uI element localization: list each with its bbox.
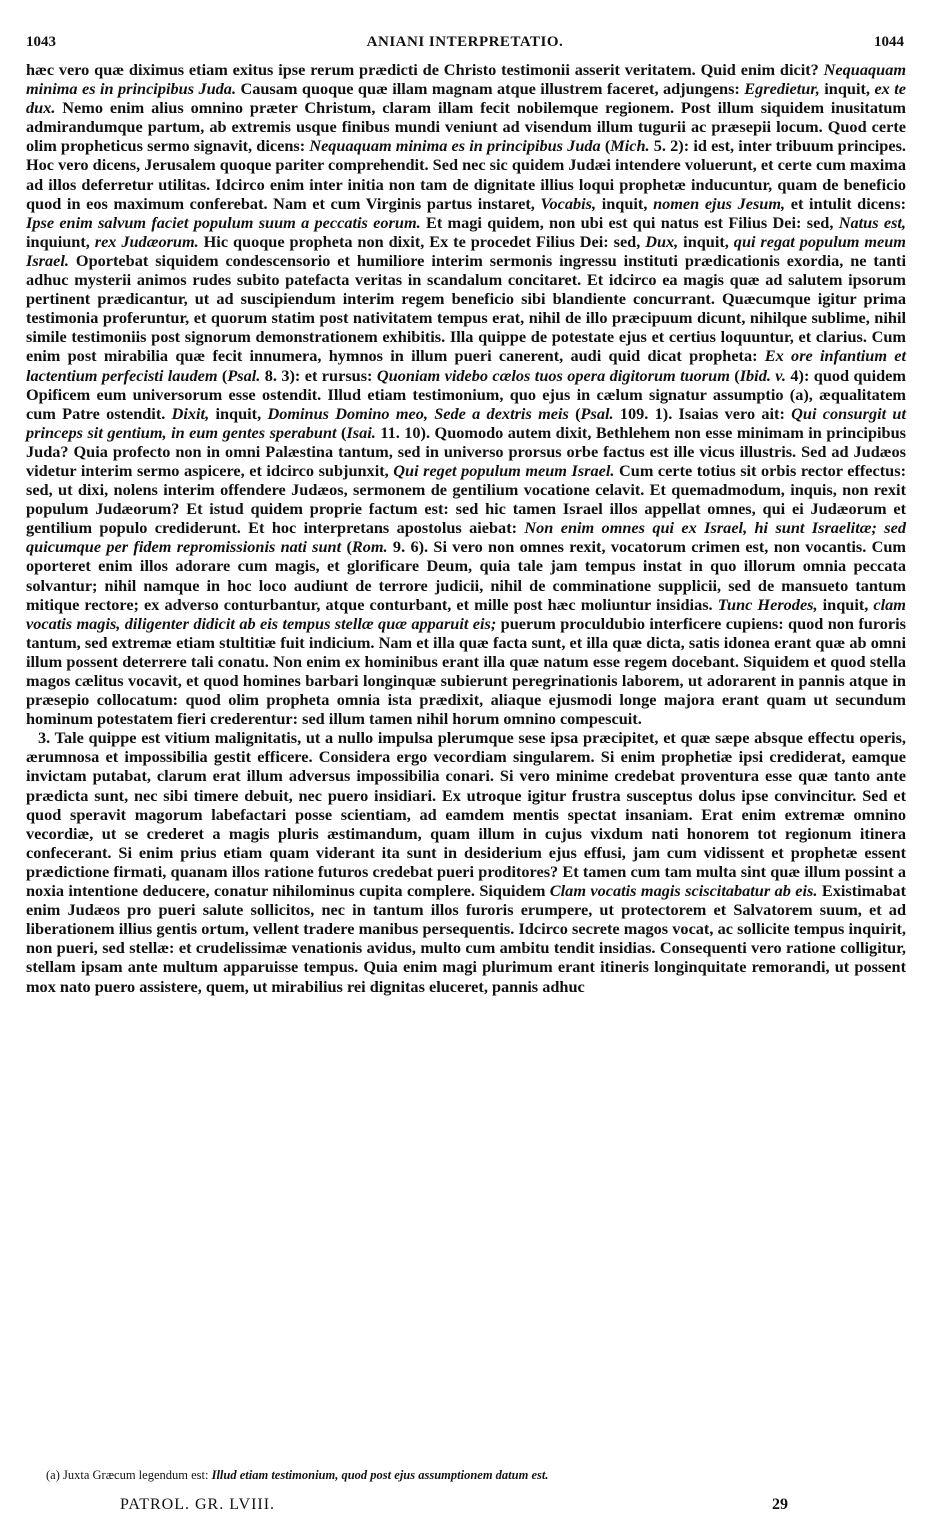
text-run: et intulit dicens: [785, 193, 906, 213]
italic-quote: qui regat populum meum Israel. [26, 231, 906, 270]
page-footer [120, 1496, 820, 1518]
italic-quote: Nequaquam minima es in principibus Juda [309, 136, 601, 156]
paragraph [26, 728, 906, 995]
column-number-right: 1044 [874, 34, 904, 50]
page-title: ANIANI INTERPRETATIO. [366, 34, 564, 50]
italic-quote: Isai. [346, 422, 376, 442]
italic-quote: nomen ejus Jesum, [653, 193, 786, 213]
italic-quote: Egredietur, [744, 79, 820, 99]
italic-quote: Ibid. v. [739, 365, 786, 385]
text-run: Nemo enim alius omnino præter Christum, claram illam fecit nobilemque regionem. Post illum siquidem inusitatum admirandumque partum, ab extremis usque finibus mundi veniunt ad visendum illum tugurii ac præsepii locum. Quod certe olim propheticus sermo signavit, dicens: [26, 98, 906, 156]
italic-quote: Nequaquam minima es in principibus Juda. [26, 60, 906, 99]
text-run: Existimabat enim Judæos pro pueri salute sollicitos, nec in tantum illos furoris erumpere, ut protectorem et Salvatorem suum, et ad liberationem illius gentis ortum, vellent tradere manibus persequentis. Idcirco secrete magos vocat, ac sollicite tempus inquirit, non pueri, sed stellæ: et crudelissimæ venationis avidus, multo cum ambitu tendit insidias. Consequenti vero ratione colligitur, stellam ipsam ante multum apparuisse tempus. Quia enim magi plurimum erant itineris longinquitate remorandi, ut possent mox nato puero assistere, quem, ut mirabilius rei dignitas eluceret, pannis adhuc [26, 881, 906, 996]
text-run: hæc vero quæ diximus etiam exitus ipse rerum prædicti de Christo testimonii asserit veritatem. Quid enim dicit? [26, 60, 824, 79]
italic-quote: rex Judæorum. [94, 231, 199, 251]
text-run: inquit, [678, 231, 734, 251]
text-run: Cum certe totius sit orbis rector effectus: sed, ut dixi, nolens interim offendere Judæos, sermonem de gentilium vocatione celavit. Et quemadmodum, inquis, non rexit populum Judæorum? Et istud quidem proprie factum est: sed hic tamen Israel illos appellat omnes, qui ei Judæorum et gentilium populo crediderunt. Et hoc interpretans apostolus aiebat: [26, 460, 906, 538]
italic-quote: Mich. [610, 136, 650, 156]
text-run: ( [729, 365, 740, 385]
italic-quote: Qui reget populum meum Israel. [393, 460, 615, 480]
running-header [26, 34, 904, 56]
italic-quote: Ex ore infantium et lactentium perfecisti laudem [26, 346, 906, 385]
text-run: inquit, [596, 193, 654, 213]
italic-quote: ex te dux. [26, 79, 906, 118]
italic-quote: clam vocatis magis, diligenter didicit ab eis tempus stellæ quæ apparuit eis; [26, 594, 906, 633]
main-text [26, 60, 906, 996]
italic-quote: Clam vocatis magis sciscitabatur ab eis. [549, 881, 818, 901]
italic-quote: Ipse enim salvum faciet populum suum a peccatis eorum. [26, 212, 421, 232]
italic-quote: Tunc Herodes, [717, 594, 818, 614]
text-run: ( [568, 403, 581, 423]
text-run: ( [217, 365, 228, 385]
text-run: ( [600, 136, 611, 156]
text-run: inquiunt, [26, 231, 95, 251]
text-run: Hic quoque propheta non dixit, Ex te procedet Filius Dei: sed, [198, 231, 646, 251]
text-run: 11. 10). Quomodo autem dixit, Bethlehem non esse minimam in principibus Juda? Quia profecto non in omni Palæstina tantum, sed in universo prorsus orbe factus est ille vicus illustris. Sed ad Judæos videtur interim sermo aspicere, et idcirco subjunxit, [26, 422, 906, 480]
text-run: inquit, [817, 594, 874, 614]
text-run: 109. 1). Isaias vero ait: [613, 403, 792, 423]
footnote [46, 1468, 906, 1483]
text-run: ( [341, 537, 352, 557]
text-run: Causam quoque quæ illam magnam atque illustrem faceret, adjungens: [236, 79, 745, 99]
text-run: 8. 3): et rursus: [260, 365, 377, 385]
italic-quote: Vocabis, [540, 193, 597, 213]
italic-quote: Quoniam videbo cælos tuos opera digitorum tuorum [376, 365, 730, 385]
text-run: puerum proculdubio interficere cupiens: quod non furoris tantum, sed extremæ etiam stultitiæ fuit indicium. Nam et illa quæ facta sunt, et illa quæ dicta, satis idonea erant quæ ab omni illum possent deterrere tali conatu. Non enim ex hominibus erant illa quæ natum esse regem docebant. Siquidem et quod stella magos cælitus vocavit, et quod homines barbari longinquæ subierunt peregrinationis laborem, ut adorarent in pannis atque in præsepio collocatum: quod olim propheta omnia ista prædixit, aliaque ejusmodi longe majora erant quam ut secundum hominum potestatem fieri crederentur: sed illum tamen nihil horum omnino compescuit. [26, 613, 906, 729]
italic-quote: Dux, [645, 231, 679, 251]
text-run: 4): quod quidem Opificem eum universorum esse ostendit. Illud etiam testimonium, quo ejus in cælum signatur assumptio (a), æqualitatem cum Patre ostendit. [26, 365, 906, 423]
paragraph [26, 60, 906, 728]
italic-quote: Psal. [227, 365, 261, 385]
column-number-left: 1043 [26, 34, 56, 50]
text-run: Oportebat siquidem condescensorio et humiliore interim sermonis ingressu instituti prædicationis exordia, ne tanti adhuc mysterii animos rudes subito patefacta veritas in scandalum concitaret. Et idcirco ea magis quæ ad salutem ipsorum pertinent prædicantur, ut ad suscipiendum interim regem beneficio sibi blandiente concurrant. Quæcumque igitur prima testimonia proferuntur, et quorum statim post nativitatem tempus erat, nihil de illo præcipuum dicunt, nihilque sublime, nihil simile testimoniis post signorum demonstrationem exhibitis. Illa quippe de potestate ejus et certius loquuntur, et clarius. Cum enim post mirabilia quæ fecit innumera, hymnos in illum pueri canerent, audi quid dicat propheta: [26, 250, 906, 366]
text-run: inquit, [209, 403, 268, 423]
sheet-number: 29 [772, 1496, 788, 1513]
text-run: 5. 2): id est, inter tribuum principes. Hoc vero dicens, Jerusalem quoque pariter comprehendit. Sed nec sic quidem Judæi intendere voluerunt, et certe cum maxima ad illos deferretur utilitas. Idcirco enim inter initia non tam de dignitate illius loqui prophetæ inducuntur, quam de beneficio quod in eos maximum conferebat. Nam et cum Virginis partus instaret, [26, 136, 906, 213]
italic-quote: Natus est, [838, 212, 906, 232]
footnote-text: Juxta Græcum legendum est: [59, 1468, 212, 1482]
italic-quote: Dominus Domino meo, Sede a dextris meis [267, 403, 569, 423]
footnote-quote: Illud etiam testimonium, quod post ejus assumptionem datum est. [211, 1468, 549, 1482]
text-run: ( [336, 422, 347, 442]
text-run: inquit, [819, 79, 875, 99]
text-run: 9. 6). Si vero non omnes rexit, vocatorum crimen est, non vocantis. Cum oporteret enim illos adorare cum magis, et glorificare Deum, quia tale jam tempus instat in quo illorum omnia peccata solvantur; nihil namque in hoc loco audiunt de terrore judicii, nihil de comminatione supplicii, sed de mansueto tantum mitique rectore; ex adverso conturbantur, atque conturbant, et mille post hæc moliuntur insidias. [26, 537, 906, 614]
italic-quote: Non enim omnes qui ex Israel, hi sunt Israelitæ; sed quicumque per fidem repromissionis nati sunt [26, 518, 906, 557]
italic-quote: Dixit, [171, 403, 210, 423]
italic-quote: Psal. [580, 403, 614, 423]
footnote-marker: (a) [46, 1468, 60, 1482]
text-run: 3. Tale quippe est vitium malignitatis, ut a nullo impulsa plerumque sese ipsa præcipitet, et quæ sæpe absque effectu operis, ærumnosa et impossibilia gestit efficere. Considera ergo vecordiam singularem. Si enim prophetiæ ipsi crediderat, eamque invictam putabat, clarum erat illum adversus impossibilia conari. Si vero minime credebat proventura esse quæ tanto ante prædicta sunt, nec sibi timere debuit, nec puero insidiari. Ex utroque igitur frustra susceptus dolus ipse convincitur. Sed et quod speravit magorum labefactari posse scientiam, ad eamdem mentis spectat insaniam. Erat enim extremæ omnino vecordiæ, ut se crederet a magis pluris æstimandum, quam illum in cujus vixdum nati honorem tot regionum itinera confecerant. Si enim prius etiam quam viderant ita sunt in desiderium ejus effusi, jam cum vidissent et prophetæ essent prædictione firmati, quanam illos ratione futuros credebat pueri proditores? Et tamen cum tam multa sint quæ illum possint a noxia intentione deducere, conatur nihilominus cupita complere. Siquidem [26, 728, 906, 901]
signature-mark: PATROL. GR. LVIII. [120, 1496, 276, 1513]
text-run: Et magi quidem, non ubi est qui natus est Filius Dei: sed, [420, 212, 839, 232]
italic-quote: Rom. [351, 537, 388, 557]
italic-quote: Qui consurgit ut princeps sit gentium, in eum gentes sperabunt [26, 403, 906, 442]
